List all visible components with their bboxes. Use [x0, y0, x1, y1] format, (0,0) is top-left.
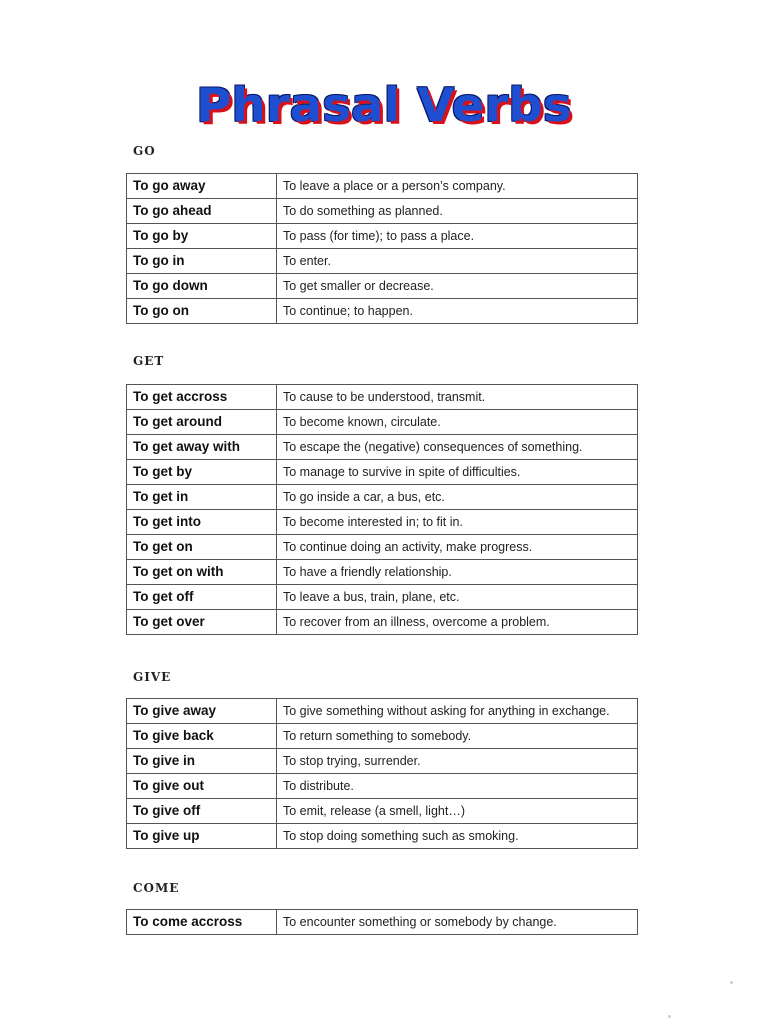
decorative-dot: [730, 981, 733, 984]
phrasal-verb: To go ahead: [127, 199, 277, 224]
table-row: [127, 274, 638, 299]
phrasal-verb: To give in: [127, 749, 277, 774]
table-get: [126, 384, 638, 635]
section-heading-come: COME: [133, 881, 180, 895]
phrasal-verb: To give up: [127, 824, 277, 849]
table-row: [127, 199, 638, 224]
table-row: [127, 410, 638, 435]
phrasal-verb: To give off: [127, 799, 277, 824]
decorative-dot: [668, 1015, 671, 1018]
verb-meaning: To pass (for time); to pass a place.: [277, 224, 638, 249]
table-row: [127, 699, 638, 724]
table-row: [127, 385, 638, 410]
page-title: Phrasal Verbs: [196, 78, 572, 132]
table-row: [127, 510, 638, 535]
table-row: [127, 560, 638, 585]
verb-meaning: To become known, circulate.: [277, 410, 638, 435]
verb-meaning: To stop trying, surrender.: [277, 749, 638, 774]
verb-meaning: To leave a place or a person’s company.: [277, 174, 638, 199]
verb-meaning: To emit, release (a smell, light…): [277, 799, 638, 824]
phrasal-verb: To get into: [127, 510, 277, 535]
verb-meaning: To escape the (negative) consequences of something.: [277, 435, 638, 460]
section-heading-get: GET: [133, 354, 165, 368]
phrasal-verb: To get in: [127, 485, 277, 510]
table-give: [126, 698, 638, 849]
table-row: [127, 485, 638, 510]
phrasal-verb: To give out: [127, 774, 277, 799]
table-row: [127, 460, 638, 485]
phrasal-verb: To go away: [127, 174, 277, 199]
verb-meaning: To leave a bus, train, plane, etc.: [277, 585, 638, 610]
phrasal-verb: To give back: [127, 724, 277, 749]
phrasal-verb: To go in: [127, 249, 277, 274]
table-row: [127, 749, 638, 774]
verb-meaning: To continue doing an activity, make progress.: [277, 535, 638, 560]
verb-meaning: To have a friendly relationship.: [277, 560, 638, 585]
table-row: [127, 535, 638, 560]
verb-meaning: To go inside a car, a bus, etc.: [277, 485, 638, 510]
verb-meaning: To get smaller or decrease.: [277, 274, 638, 299]
section-heading-go: GO: [133, 144, 156, 158]
verb-meaning: To encounter something or somebody by change.: [277, 910, 638, 935]
phrasal-verb: To get off: [127, 585, 277, 610]
phrasal-verb: To come accross: [127, 910, 277, 935]
phrasal-verb: To get by: [127, 460, 277, 485]
table-row: [127, 910, 638, 935]
verb-meaning: To cause to be understood, transmit.: [277, 385, 638, 410]
phrasal-verb: To get on with: [127, 560, 277, 585]
verb-meaning: To do something as planned.: [277, 199, 638, 224]
table-row: [127, 299, 638, 324]
phrasal-verb: To go by: [127, 224, 277, 249]
verb-meaning: To continue; to happen.: [277, 299, 638, 324]
verb-meaning: To enter.: [277, 249, 638, 274]
table-row: [127, 799, 638, 824]
table-row: [127, 610, 638, 635]
title-container: [0, 78, 768, 132]
verb-meaning: To give something without asking for anything in exchange.: [277, 699, 638, 724]
table-row: [127, 585, 638, 610]
table-row: [127, 774, 638, 799]
table-row: [127, 724, 638, 749]
verb-meaning: To distribute.: [277, 774, 638, 799]
verb-meaning: To become interested in; to fit in.: [277, 510, 638, 535]
table-come: [126, 909, 638, 935]
verb-meaning: To stop doing something such as smoking.: [277, 824, 638, 849]
table-row: [127, 174, 638, 199]
section-heading-give: GIVE: [133, 670, 172, 684]
phrasal-verb: To get around: [127, 410, 277, 435]
verb-meaning: To return something to somebody.: [277, 724, 638, 749]
phrasal-verb: To go down: [127, 274, 277, 299]
table-row: [127, 249, 638, 274]
phrasal-verb: To get over: [127, 610, 277, 635]
phrasal-verb: To go on: [127, 299, 277, 324]
verb-meaning: To recover from an illness, overcome a problem.: [277, 610, 638, 635]
table-row: [127, 435, 638, 460]
table-row: [127, 224, 638, 249]
table-go: [126, 173, 638, 324]
phrasal-verb: To get accross: [127, 385, 277, 410]
table-row: [127, 824, 638, 849]
verb-meaning: To manage to survive in spite of difficulties.: [277, 460, 638, 485]
phrasal-verb: To give away: [127, 699, 277, 724]
phrasal-verb: To get on: [127, 535, 277, 560]
phrasal-verb: To get away with: [127, 435, 277, 460]
